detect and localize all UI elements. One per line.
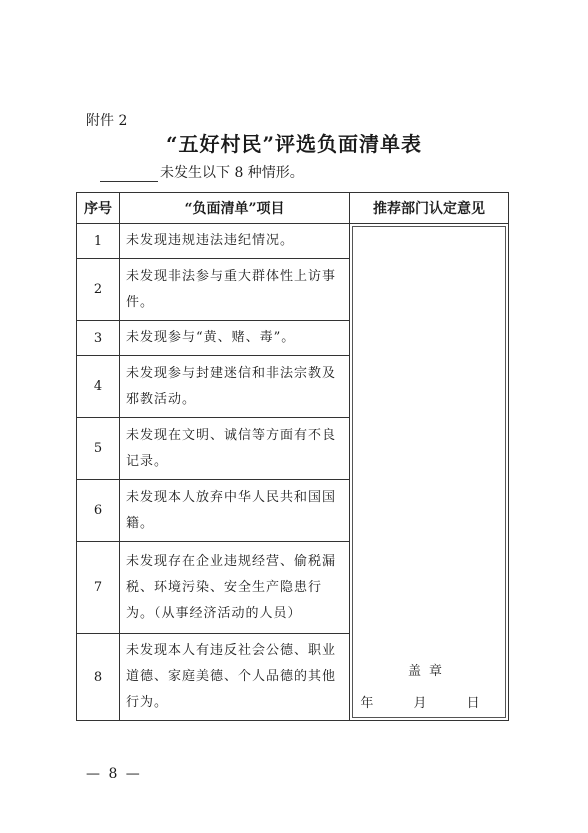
- header-opinion: 推荐部门认定意见: [350, 193, 509, 224]
- row-seq: 5: [77, 418, 120, 480]
- row-item: 未发现参与封建迷信和非法宗教及邪教活动。: [120, 356, 350, 418]
- document-title: “五好村民”评选负面清单表: [165, 132, 422, 156]
- subtitle: [100, 162, 304, 182]
- row-seq: 6: [77, 480, 120, 542]
- attachment-label: 附件 2: [86, 113, 128, 129]
- subtitle-text: 未发生以下 8 种情形。: [160, 165, 304, 181]
- header-seq: 序号: [77, 193, 120, 224]
- negative-list-table: [76, 192, 509, 721]
- opinion-inner-frame: [352, 226, 506, 718]
- header-item: “负面清单”项目: [120, 193, 350, 224]
- row-item: 未发现参与“黄、赌、毒”。: [120, 321, 350, 356]
- row-seq: 7: [77, 542, 120, 634]
- row-item: 未发现在文明、诚信等方面有不良记录。: [120, 418, 350, 480]
- row-item: 未发现违规违法违纪情况。: [120, 224, 350, 259]
- fill-in-blank: [100, 165, 158, 182]
- row-item: 未发现非法参与重大群体性上访事件。: [120, 259, 350, 321]
- page-number: — 8 —: [86, 766, 142, 782]
- row-seq: 8: [77, 634, 120, 721]
- row-item: 未发现本人有违反社会公德、职业道德、家庭美德、个人品德的其他行为。: [120, 634, 350, 721]
- row-item: 未发现存在企业违规经营、偷税漏税、环境污染、安全生产隐患行为。（从事经济活动的人员）: [120, 542, 350, 634]
- row-seq: 1: [77, 224, 120, 259]
- row-item: 未发现本人放弃中华人民共和国国籍。: [120, 480, 350, 542]
- row-seq: 2: [77, 259, 120, 321]
- table-row: [77, 224, 509, 259]
- opinion-cell: [350, 224, 509, 721]
- row-seq: 4: [77, 356, 120, 418]
- seal-label: 盖章: [407, 664, 450, 679]
- row-seq: 3: [77, 321, 120, 356]
- table-header-row: [77, 193, 509, 224]
- date-label: 年 月 日: [360, 696, 498, 711]
